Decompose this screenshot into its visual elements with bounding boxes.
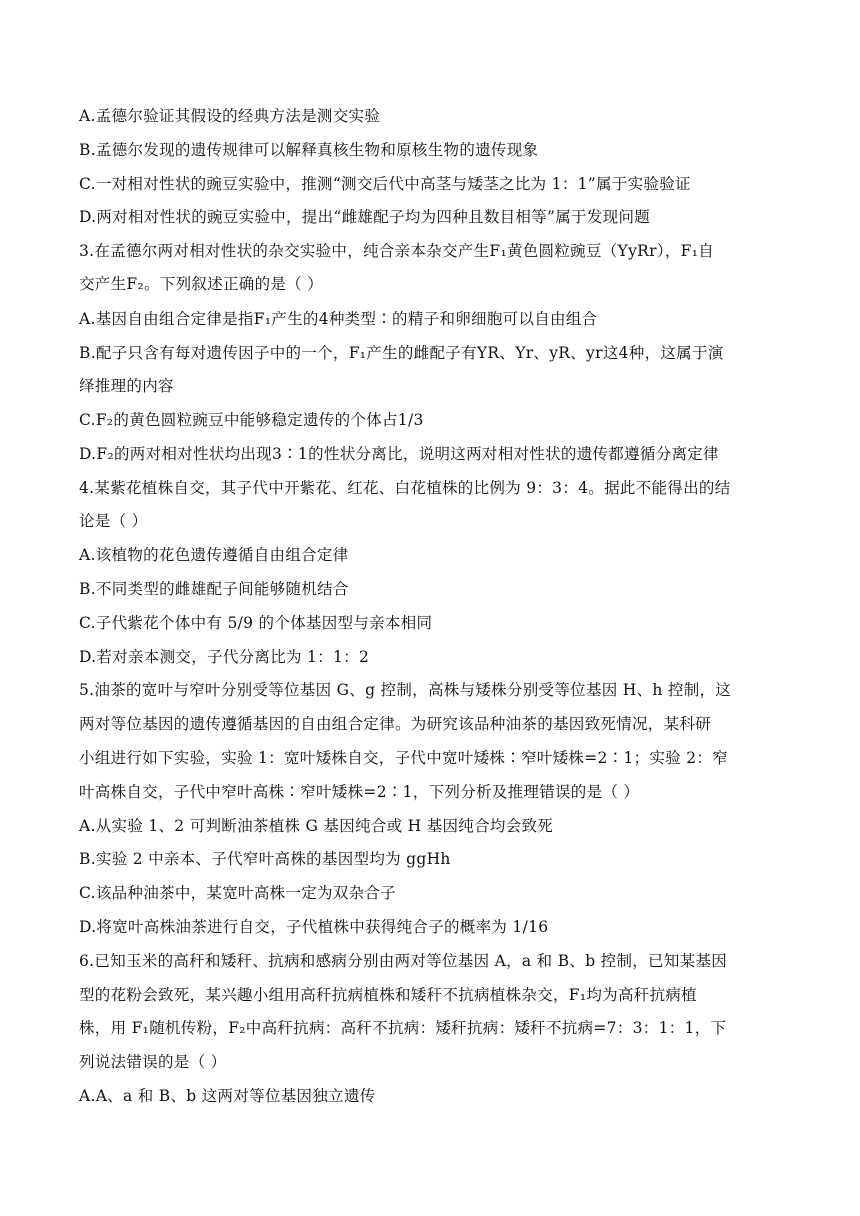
question-stem: 论是（ ） — [79, 512, 148, 530]
text-line: A.A、a 和 B、b 这两对等位基因独立遗传 — [79, 1087, 376, 1105]
text-line: B.实验 2 中亲本、子代窄叶高株的基因型均为 ggHh — [79, 850, 451, 868]
question-stem: 叶高株自交，子代中窄叶高株∶窄叶矮株=2∶1，下列分析及推理错误的是（ ） — [79, 783, 640, 801]
text-line: C.F₂的黄色圆粒豌豆中能够稳定遗传的个体占1/3 — [79, 411, 424, 429]
text-line: C.该品种油茶中，某宽叶高株一定为双杂合子 — [79, 884, 397, 902]
text-line: B.不同类型的雌雄配子间能够随机结合 — [79, 580, 349, 598]
question-stem: 株，用 F₁随机传粉，F₂中高秆抗病：高秆不抗病：矮秆抗病：矮秆不抗病=7：3：1：1，下 — [79, 1019, 727, 1037]
text-line: C.一对相对性状的豌豆实验中，推测“测交后代中高茎与矮茎之比为 1：1”属于实验验证 — [79, 175, 691, 193]
text-line: A.从实验 1、2 可判断油茶植株 G 基因纯合或 H 基因纯合均会致死 — [79, 817, 554, 835]
question-stem: 3.在孟德尔两对相对性状的杂交实验中，纯合亲本杂交产生F₁黄色圆粒豌豆（YyRr），F₁自 — [79, 242, 715, 260]
question-stem: 型的花粉会致死，某兴趣小组用高秆抗病植株和矮秆不抗病植株杂交，F₁均为高秆抗病植 — [79, 986, 697, 1004]
text-line: 绎推理的内容 — [79, 377, 174, 395]
text-line: A.该植物的花色遗传遵循自由组合定律 — [79, 546, 349, 564]
text-line: A.孟德尔验证其假设的经典方法是测交实验 — [79, 107, 381, 125]
text-line: B.孟德尔发现的遗传规律可以解释真核生物和原核生物的遗传现象 — [79, 141, 539, 159]
text-line: D.F₂的两对相对性状均出现3∶1的性状分离比，说明这两对相对性状的遗传都遵循分离定律 — [79, 445, 719, 463]
text-line: B.配子只含有每对遗传因子中的一个，F₁产生的雌配子有YR、Yr、yR、yr这4种，这属于演 — [79, 344, 724, 362]
question-stem: 5.油茶的宽叶与窄叶分别受等位基因 G、g 控制，高株与矮株分别受等位基因 H、h 控制，这 — [79, 681, 732, 699]
question-stem: 列说法错误的是（ ） — [79, 1053, 227, 1071]
question-stem: 4.某紫花植株自交，其子代中开紫花、红花、白花植株的比例为 9：3：4。据此不能得出的结 — [79, 479, 731, 497]
question-stem: 两对等位基因的遗传遵循基因的自由组合定律。为研究该品种油茶的基因致死情况，某科研 — [79, 715, 712, 733]
text-line: A.基因自由组合定律是指F₁产生的4种类型∶的精子和卵细胞可以自由组合 — [79, 310, 598, 328]
text-line: D.两对相对性状的豌豆实验中，提出“雌雄配子均为四种且数目相等”属于发现问题 — [79, 208, 651, 226]
text-line: D.若对亲本测交，子代分离比为 1：1：2 — [79, 648, 370, 666]
question-stem: 小组进行如下实验，实验 1：宽叶矮株自交，子代中宽叶矮株∶窄叶矮株=2∶1；实验 2：窄 — [79, 749, 728, 767]
text-line: C.子代紫花个体中有 5/9 的个体基因型与亲本相同 — [79, 614, 433, 632]
question-stem: 6.已知玉米的高秆和矮秆、抗病和感病分别由两对等位基因 A，a 和 B、b 控制，已知某基因 — [79, 952, 728, 970]
question-stem: 交产生F₂。下列叙述正确的是（ ） — [79, 275, 323, 293]
text-line: D.将宽叶高株油茶进行自交，子代植株中获得纯合子的概率为 1/16 — [79, 918, 549, 936]
